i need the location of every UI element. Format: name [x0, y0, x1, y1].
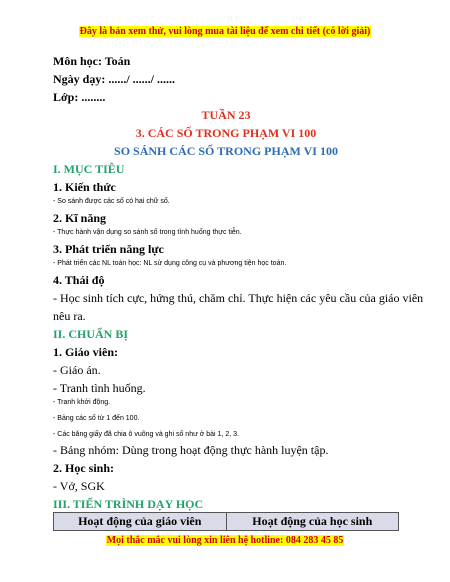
teacher-activity-column-header: Hoạt động của giáo viên	[54, 513, 227, 531]
preview-notice-banner: Đây là bản xem thử, vui lòng mua tài liệu để xem chi tiết (có lời giải)	[79, 26, 371, 37]
teacher-item: - Tranh khởi động.	[53, 399, 111, 406]
teacher-item: - Giáo án.	[53, 363, 101, 377]
teacher-item: - Các băng giấy đã chia ô vuông và ghi số như ở bài 1, 2, 3.	[53, 431, 239, 438]
date-line: Ngày dạy: ....../ ....../ ......	[53, 72, 176, 86]
teacher-item: - Bảng các số từ 1 đến 100.	[53, 415, 140, 422]
skills-heading: 2. Kĩ năng	[53, 211, 107, 225]
skills-text: - Thực hành vận dụng so sánh số trong tình huống thực tiễn.	[53, 229, 242, 236]
competence-heading: 3. Phát triển năng lực	[53, 242, 164, 256]
attitude-heading: 4. Thái độ	[53, 273, 105, 287]
topic-title: SO SÁNH CÁC SỐ TRONG PHẠM VI 100	[114, 144, 338, 158]
subject-line: Môn học: Toán	[53, 54, 131, 68]
knowledge-text: - So sánh được các số có hai chữ số.	[53, 198, 170, 205]
attitude-text-line1: - Học sinh tích cực, hứng thú, chăm chỉ. Thực hiện các yêu cầu của giáo viên	[53, 291, 424, 305]
class-line: Lớp: ........	[53, 90, 106, 104]
activity-table-header	[53, 512, 399, 531]
student-heading: 2. Học sinh:	[53, 461, 115, 475]
section-objectives-heading: I. MỤC TIÊU	[53, 162, 125, 176]
attitude-text-line2: nêu ra.	[53, 309, 86, 323]
student-item: - Vở, SGK	[53, 479, 105, 493]
week-title: TUẦN 23	[201, 108, 251, 122]
section-process-heading: III. TIẾN TRÌNH DẠY HỌC	[53, 497, 204, 511]
teacher-item: - Bảng nhóm: Dùng trong hoạt động thực hành luyện tập.	[53, 443, 329, 457]
section-preparation-heading: II. CHUẨN BỊ	[53, 327, 129, 341]
hotline-banner: Mọi thắc mắc vui lòng xin liên hệ hotline: 084 283 45 85	[106, 535, 344, 546]
teacher-heading: 1. Giáo viên:	[53, 345, 118, 359]
student-activity-column-header: Hoạt động của học sinh	[226, 513, 399, 531]
teacher-item: - Tranh tình huống.	[53, 381, 146, 395]
lesson-title: 3. CÁC SỐ TRONG PHẠM VI 100	[135, 126, 317, 140]
competence-text: - Phát triển các NL toán học: NL sử dụng công cụ và phương tiện học toán.	[53, 260, 287, 267]
knowledge-heading: 1. Kiến thức	[53, 180, 116, 194]
